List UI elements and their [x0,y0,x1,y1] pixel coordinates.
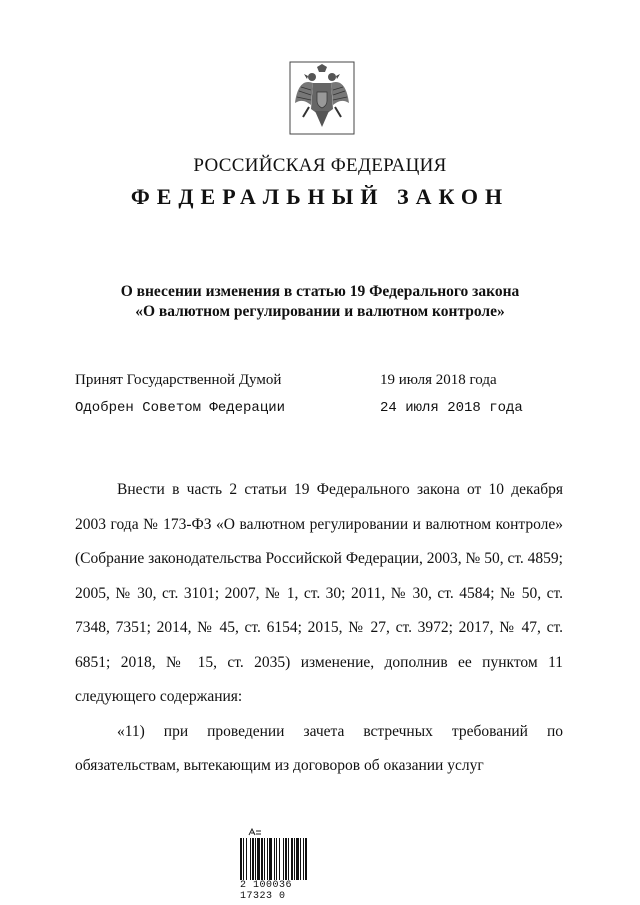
council-approval-date: 24 июля 2018 года [380,400,523,416]
country-title: РОССИЙСКАЯ ФЕДЕРАЦИЯ [193,155,447,176]
law-subject [0,282,640,322]
duma-adoption-label: Принят Государственной Думой [75,372,282,388]
coat-of-arms-icon [289,61,355,135]
barcode-number: 2 100036 17323 0 [240,880,293,902]
law-subject-line-2: «О валютном регулировании и валютном контроле» [135,303,505,320]
duma-adoption-date: 19 июля 2018 года [380,372,497,388]
law-body [75,473,563,784]
body-paragraph-1: Внести в часть 2 статьи 19 Федерального закона от 10 декабря 2003 года № 173-ФЗ «О валютном регулировании и валютном контроле» (Собрание законодательства Российской Федерации, 2003, № 50, ст. 4859; 2005, № 30, ст. 3101; 2007, № 1, ст. 30; 2011, № 30, ст. 4584; № 50, ст. 7348, 7351; 2014, № 45, ст. 6154; 2015, № 27, ст. 3972; 2017, № 47, ст. 6851; 2018, № 15, ст. 2035) изменение, дополнив ее пунктом 11 следующего содержания: [75,481,563,705]
body-paragraph-2: «11) при проведении зачета встречных требований по обязательствам, вытекающим из договоров об оказании услуг [75,722,563,774]
barcode [240,838,324,880]
council-approval-label: Одобрен Советом Федерации [75,400,286,416]
registration-mark-icon [248,828,262,836]
law-type-title: ФЕДЕРАЛЬНЫЙ ЗАКОН [130,184,510,209]
law-subject-line-1: О внесении изменения в статью 19 Федерального закона [120,283,520,300]
